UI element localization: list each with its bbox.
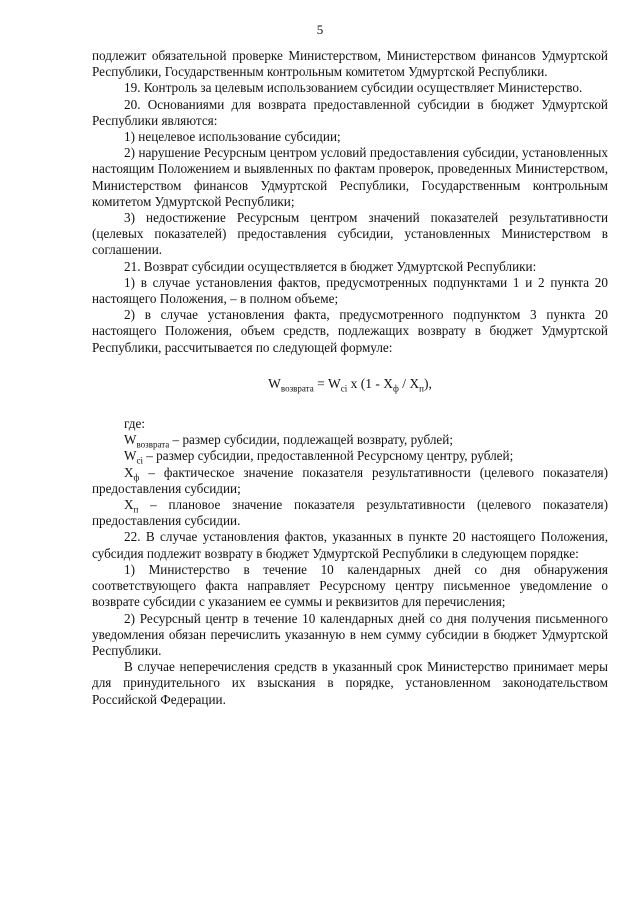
paragraph-final: В случае неперечисления средств в указанный срок Министерство принимает меры для принудительного их взыскания в порядке, установленном законодательством Российской Федерации. bbox=[92, 659, 608, 707]
paragraph-19: 19. Контроль за целевым использованием субсидии осуществляет Министерство. bbox=[124, 80, 583, 96]
paragraph-22-item-2: 2) Ресурсный центр в течение 10 календарных дней со дня получения письменного уведомления обязан перечислить указанную в нем сумму субсидии в бюджет Удмуртской Республики. bbox=[92, 610, 608, 658]
refund-formula: $W_{возврата} = W_{ci}$ x $(1 - X_ф / X_п)$, bbox=[268, 375, 432, 394]
document-body bbox=[92, 48, 608, 708]
page-number: 5 bbox=[316, 22, 324, 37]
paragraph-20-item-2: 2) нарушение Ресурсным центром условий предоставления субсидии, установленных настоящим Положением и выявленных по фактам проверок, проведенных Министерством, Министерством финансов Удмуртской Республики, Государственным контрольным комитетом Удмуртской Республики; bbox=[92, 145, 608, 209]
definition-w-ci: $W_{ci}$ – размер субсидии, предоставленной Ресурсному центру, рублей; bbox=[124, 448, 514, 467]
paragraph-21-item-2: 2) в случае установления факта, предусмотренного подпунктом 3 пункта 20 настоящего Положения, объем средств, подлежащих возврату в бюджет Удмуртской Республики, рассчитывается по следующей формуле: bbox=[92, 307, 608, 355]
paragraph-21: 21. Возврат субсидии осуществляется в бюджет Удмуртской Республики: bbox=[124, 258, 537, 274]
paragraph-20-item-3: 3) недостижение Ресурсным центром значений показателей результативности (целевых показателей) предоставления субсидии, установленных Министерством в соглашении. bbox=[92, 210, 608, 258]
paragraph-continuation: подлежит обязательной проверке Министерством, Министерством финансов Удмуртской Республики, Государственным контрольным комитетом Удмуртской Республики. bbox=[92, 48, 608, 80]
definition-w-refund: $W_{возврата}$ – размер субсидии, подлежащей возврату, рублей; bbox=[124, 432, 453, 450]
paragraph-21-item-1: 1) в случае установления фактов, предусмотренных подпунктами 1 и 2 пункта 20 настоящего Положения, – в полном объеме; bbox=[92, 274, 608, 307]
where-label: где: bbox=[124, 416, 145, 432]
definition-x-fact: $X_ф$ – фактическое значение показателя результативности (целевого показателя) предоставления субсидии; bbox=[92, 464, 608, 496]
paragraph-22-item-1: 1) Министерство в течение 10 календарных дней со дня обнаружения соответствующего факта направляет Ресурсному центру письменное уведомление о возврате субсидии с указанием ее суммы и реквизитов для перечисления; bbox=[92, 561, 608, 610]
paragraph-20-item-1: 1) нецелевое использование субсидии; bbox=[124, 129, 341, 145]
paragraph-20: 20. Основаниями для возврата предоставленной субсидии в бюджет Удмуртской Республики являются: bbox=[92, 96, 608, 128]
paragraph-22: 22. В случае установления фактов, указанных в пункте 20 настоящего Положения, субсидия подлежит возврату в бюджет Удмуртской Республики в следующем порядке: bbox=[92, 529, 608, 561]
definition-x-plan: $X_п$ – плановое значение показателя результативности (целевого показателя) предоставления субсидии. bbox=[92, 497, 608, 529]
